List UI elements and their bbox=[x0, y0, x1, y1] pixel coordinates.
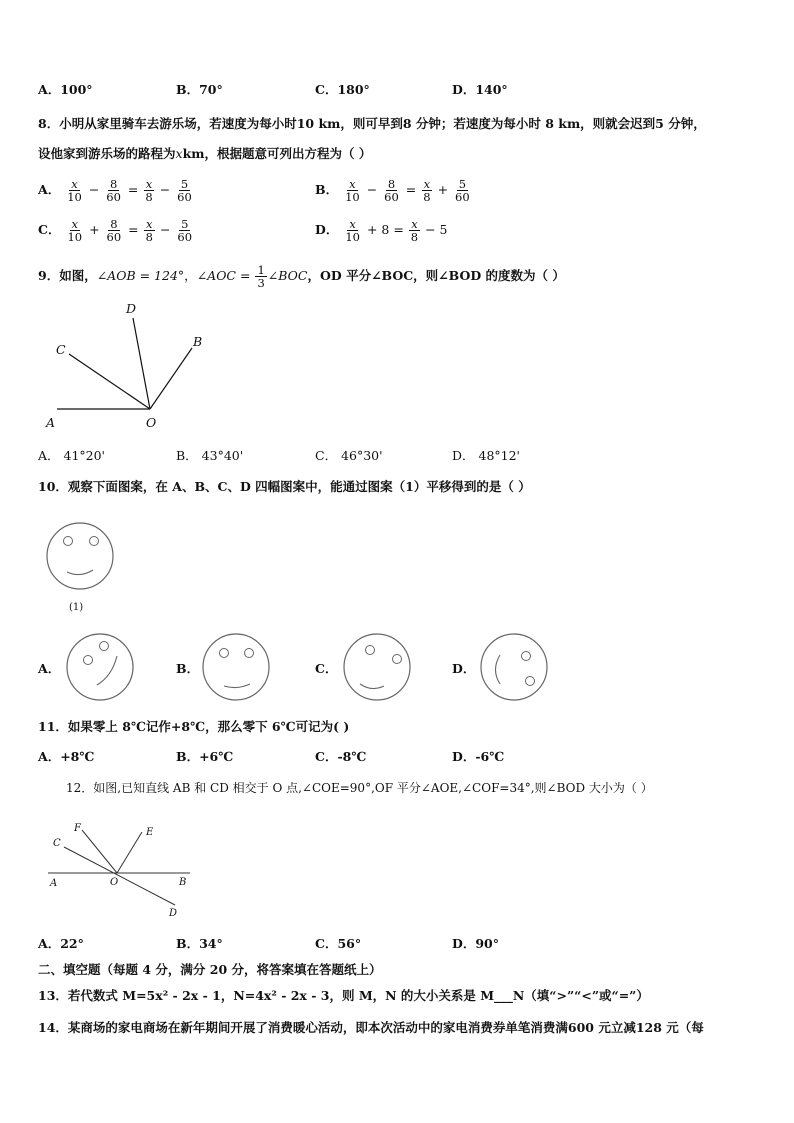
frac: $\frac{x}{10}$ bbox=[67, 177, 82, 204]
q9-label-c: C bbox=[56, 342, 66, 357]
q12-option-a: A．22° bbox=[38, 936, 84, 951]
q9-option-a: A． 41°20' bbox=[38, 448, 105, 463]
q9-option-d: D． 48°12' bbox=[452, 448, 520, 463]
q12-label-e: E bbox=[146, 827, 154, 838]
q9-option-c: C． 46°30' bbox=[315, 448, 383, 463]
q8-option-c: C． $\frac{x}{10}$ + $\frac{8}{60}$ = $\frac{x}{8}$ − $\frac{5}{60}$ bbox=[38, 217, 193, 244]
q8-option-a-label: A． bbox=[38, 182, 61, 197]
q11-option-d: D．-6℃ bbox=[452, 749, 505, 764]
q10-option-a-label: A． bbox=[38, 661, 61, 676]
q9-od-text: ，OD 平分∠BOC，则∠BOD 的度数为（ ） bbox=[307, 268, 565, 283]
frac: $\frac{8}{60}$ bbox=[106, 217, 122, 244]
q8-text-b: km，根据题意可列出方程为（ ） bbox=[182, 146, 372, 161]
q9-label-b: B bbox=[193, 334, 203, 349]
q9-label-a: A bbox=[46, 415, 56, 430]
q12-option-b: B．34° bbox=[176, 936, 223, 951]
frac: $\frac{x}{8}$ bbox=[410, 217, 419, 244]
q12-option-d: D．90° bbox=[452, 936, 499, 951]
q11-option-a: A．+8℃ bbox=[38, 749, 95, 764]
q10-question: 10．观察下面图案，在 A、B、C、D 四幅图案中，能通过图案（1）平移得到的是（ ） bbox=[38, 479, 531, 494]
q13-question: 13．若代数式 M=5x² - 2x - 1，N=4x² - 2x - 3，则 M，N 的大小关系是 M___N（填“>”“<”或“=”） bbox=[38, 988, 649, 1003]
q11-question: 11．如果零上 8℃记作+8℃，那么零下 6℃可记为( ) bbox=[38, 719, 350, 734]
q10-option-d-label: D． bbox=[452, 661, 476, 676]
frac: $\frac{x}{10}$ bbox=[67, 217, 83, 244]
frac: $\frac{x}{10}$ bbox=[345, 177, 360, 204]
q9-angle-aob: ∠AOB = 124° bbox=[96, 268, 185, 283]
frac: $\frac{8}{60}$ bbox=[384, 177, 399, 204]
q7-option-c: C．180° bbox=[315, 82, 370, 97]
q9-angle-boc: ∠BOC bbox=[267, 268, 308, 283]
q8-text-a: 设他家到游乐场的路程为 bbox=[38, 146, 176, 161]
frac: $\frac{5}{60}$ bbox=[455, 177, 470, 204]
q9-fraction: $\frac{1}{3}$ bbox=[257, 263, 265, 290]
q12-label-f: F bbox=[74, 823, 81, 834]
q8-option-d-label: D． bbox=[315, 222, 339, 237]
q10-option-b-label: B． bbox=[176, 661, 200, 676]
q12-option-c: C．56° bbox=[315, 936, 362, 951]
frac: $\frac{x}{10}$ bbox=[345, 217, 360, 244]
q8-option-b-label: B． bbox=[315, 182, 339, 197]
q8-option-c-label: C． bbox=[38, 222, 61, 237]
q9-label-d: D bbox=[126, 301, 137, 316]
q12-label-o: O bbox=[110, 877, 119, 888]
q9-prefix: 9．如图， bbox=[38, 268, 97, 283]
q12-label-b: B bbox=[179, 877, 187, 888]
frac: $\frac{5}{60}$ bbox=[177, 217, 193, 244]
q7-option-b: B．70° bbox=[176, 82, 223, 97]
q9-option-b: B． 43°40' bbox=[176, 448, 244, 463]
q9-question: 9．如图，∠AOB = 124°，∠AOC = $\frac{1}{3}$ ∠BOC，OD 平分∠BOC，则∠BOD 的度数为（ ） bbox=[38, 263, 565, 290]
q7-option-a: A．100° bbox=[38, 82, 93, 97]
q8-option-b: B． $\frac{x}{10}$ − $\frac{8}{60}$ = $\frac{x}{8}$ + $\frac{5}{60}$ bbox=[315, 177, 470, 204]
section-heading: 二、填空题（每题 4 分，满分 20 分，将答案填在答题纸上） bbox=[38, 962, 382, 977]
q11-option-b: B．+6℃ bbox=[176, 749, 234, 764]
frac: $\frac{8}{60}$ bbox=[106, 177, 121, 204]
q11-option-c: C．-8℃ bbox=[315, 749, 367, 764]
frac: $\frac{x}{8}$ bbox=[145, 217, 153, 244]
q14-question: 14．某商场的家电商场在新年期间开展了消费暖心活动，即本次活动中的家电消费券单笔消费满600 元立减128 元（每 bbox=[38, 1020, 704, 1035]
q8-var: x bbox=[175, 146, 183, 161]
q12-label-c: C bbox=[53, 838, 61, 849]
q8-question-line1: 8．小明从家里骑车去游乐场，若速度为每小时10 km，则可早到8 分钟；若速度为每小时 8 km，则就会迟到5 分钟， bbox=[38, 116, 706, 131]
frac: $\frac{5}{60}$ bbox=[177, 177, 192, 204]
q12-question: 12．如图,已知直线 AB 和 CD 相交于 O 点,∠COE=90°,OF 平分∠AOE,∠COF=34°,则∠BOD 大小为（ ） bbox=[66, 781, 653, 795]
q12-label-a: A bbox=[50, 878, 58, 889]
q9-angle-aoc: ∠AOC = bbox=[196, 268, 251, 283]
q8-option-d: D． $\frac{x}{10}$ + 8 = $\frac{x}{8}$ − 5 bbox=[315, 217, 448, 244]
q12-label-d: D bbox=[169, 908, 178, 919]
frac: $\frac{x}{8}$ bbox=[423, 177, 431, 204]
frac: $\frac{x}{8}$ bbox=[145, 177, 153, 204]
q8-option-a: A． $\frac{x}{10}$ − $\frac{8}{60}$ = $\frac{x}{8}$ − $\frac{5}{60}$ bbox=[38, 177, 192, 204]
q7-option-d: D．140° bbox=[452, 82, 508, 97]
q10-caption: (1) bbox=[69, 602, 84, 613]
q9-label-o: O bbox=[146, 415, 157, 430]
q10-option-c-label: C． bbox=[315, 661, 338, 676]
